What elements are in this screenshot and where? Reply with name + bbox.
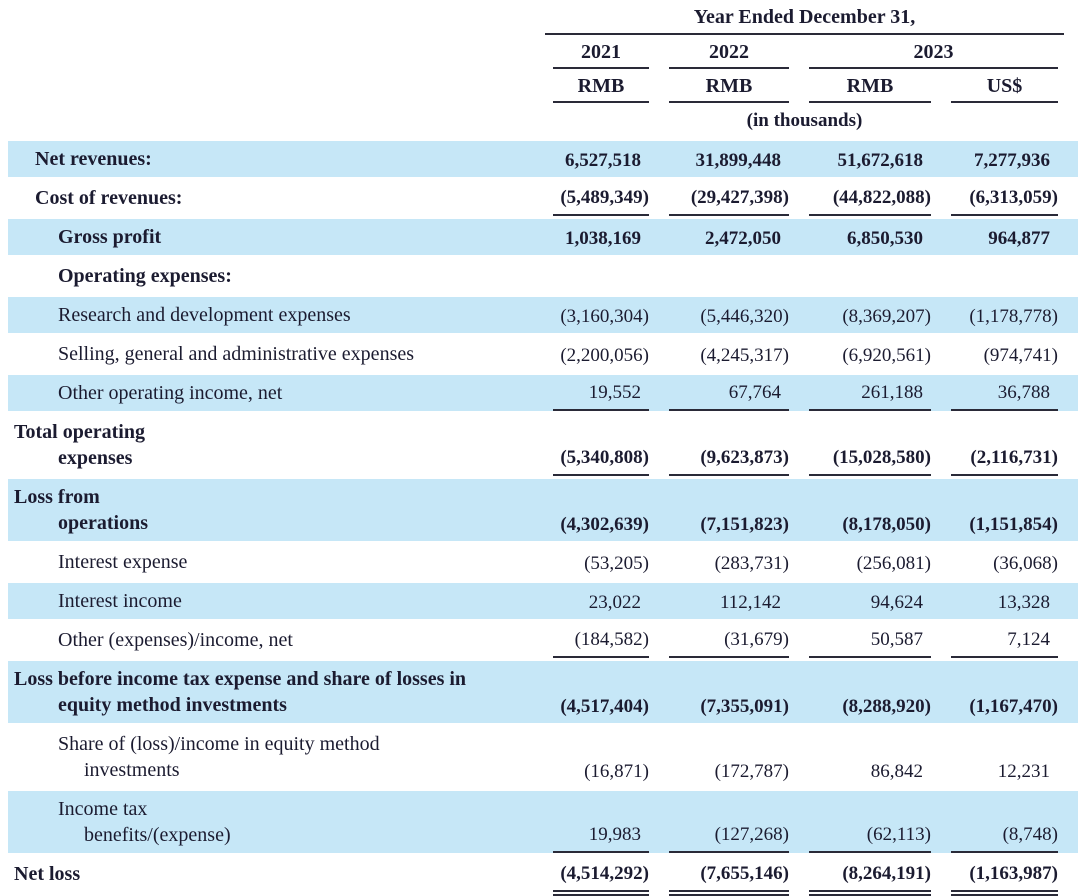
value-cell: [951, 791, 1058, 853]
value: (2,200,056): [560, 345, 649, 366]
value: (8,288,920): [842, 696, 931, 717]
table-row-total-operating-expenses: [8, 411, 1078, 476]
value: 19,983: [588, 824, 641, 845]
value: (62,113): [866, 824, 931, 845]
value: (7,151,823): [700, 514, 789, 535]
value-cell: [669, 479, 789, 541]
value-cell: [669, 297, 789, 333]
value-cell: [809, 479, 931, 541]
unit-note: (in thousands): [746, 110, 863, 131]
value: (1,163,987): [969, 863, 1058, 884]
value-cell: [809, 219, 931, 255]
value: (5,489,349): [560, 187, 649, 208]
value-cell: [669, 726, 789, 788]
row-label-line: Operating expenses:: [58, 265, 232, 287]
value-cell: [553, 219, 649, 255]
unit-note-cell: [545, 103, 1064, 138]
value-cell: [809, 258, 931, 294]
row-label-interest-income: [8, 583, 545, 619]
value: (36,068): [993, 553, 1058, 574]
value-cell: [951, 141, 1058, 177]
table-row-interest-income: [8, 580, 1078, 619]
table-row-selling-general-administrative-expenses: [8, 333, 1078, 372]
row-label-cost-of-revenues: [8, 180, 545, 216]
value-cell: [809, 856, 931, 892]
value-cell: [669, 661, 789, 723]
row-label-interest-expense: [8, 544, 545, 580]
value: (8,264,191): [842, 863, 931, 884]
value-cell: [553, 258, 649, 294]
value: (7,655,146): [700, 863, 789, 884]
value-cell: [553, 414, 649, 476]
value-cell: [809, 544, 931, 580]
value-cell: [951, 258, 1058, 294]
value: 86,842: [870, 761, 923, 782]
value-cell: [809, 661, 931, 723]
value: 7,277,936: [974, 150, 1050, 171]
value-cell: [809, 141, 931, 177]
value-cell: [669, 414, 789, 476]
value: 261,188: [861, 382, 923, 403]
period-title: Year Ended December 31,: [693, 6, 916, 28]
period-title-cell: [545, 6, 1064, 35]
value: (4,517,404): [560, 696, 649, 717]
value: 1,038,169: [565, 228, 641, 249]
value: 67,764: [728, 382, 781, 403]
value: 50,587: [870, 629, 923, 650]
table-row-loss-before-income-tax: [8, 658, 1078, 723]
value-cell: [553, 583, 649, 619]
value: (8,178,050): [842, 514, 931, 535]
row-label-income-tax-benefits-expense: [8, 791, 545, 853]
value-cell: [809, 791, 931, 853]
value: (15,028,580): [832, 447, 931, 468]
value-cell: [809, 583, 931, 619]
value-cell: [951, 544, 1058, 580]
years-header-row: [8, 35, 1078, 69]
value-cell: [553, 180, 649, 216]
value: 13,328: [997, 592, 1050, 613]
year-header-2021: 2021: [553, 35, 649, 69]
value-cell: [809, 622, 931, 658]
row-label-line: Loss before income tax expense and share of losses in: [14, 668, 467, 690]
value-cell: [951, 375, 1058, 411]
row-label-share-of-loss-income-equity-method: [8, 726, 545, 788]
value: (5,340,808): [560, 447, 649, 468]
row-label-line: equity method investments: [58, 694, 287, 716]
value-cell: [951, 336, 1058, 372]
value-cell: [669, 141, 789, 177]
value-cell: [951, 622, 1058, 658]
value: 19,552: [588, 382, 641, 403]
table-row-other-expenses-income-net: [8, 619, 1078, 658]
value: (6,313,059): [969, 187, 1058, 208]
value: (1,151,854): [969, 514, 1058, 535]
row-label-line: Other (expenses)/income, net: [58, 629, 293, 651]
table-header: [0, 6, 1080, 138]
row-label-line: Interest income: [58, 590, 182, 612]
value-cell: [951, 479, 1058, 541]
row-label-line: Net revenues:: [35, 148, 152, 170]
row-label-line: expenses: [58, 447, 133, 469]
year-header-2023: 2023: [809, 35, 1058, 69]
value-cell: [553, 336, 649, 372]
table-row-interest-expense: [8, 541, 1078, 580]
row-label-other-operating-income-net: [8, 375, 545, 411]
value: 51,672,618: [837, 150, 923, 171]
value-cell: [669, 856, 789, 892]
row-label-line: Share of (loss)/income in equity method: [58, 733, 380, 755]
value-cell: [553, 297, 649, 333]
value: (1,167,470): [969, 696, 1058, 717]
table-row-other-operating-income-net: [8, 372, 1078, 411]
row-label-line: Total operating: [14, 421, 145, 443]
value: (8,748): [1002, 824, 1058, 845]
value-cell: [669, 258, 789, 294]
row-label-line: Research and development expenses: [58, 304, 351, 326]
table-row-net-revenues: [8, 138, 1078, 177]
row-label-net-revenues: [8, 141, 545, 177]
value-cell: [553, 622, 649, 658]
value: 112,142: [719, 592, 781, 613]
value: (283,731): [714, 553, 789, 574]
table-row-loss-from-operations: [8, 476, 1078, 541]
table-body: [0, 138, 1080, 892]
value: (5,446,320): [700, 306, 789, 327]
value: 31,899,448: [695, 150, 781, 171]
currency-header-2: RMB: [669, 69, 789, 103]
value-cell: [553, 544, 649, 580]
value: (4,302,639): [560, 514, 649, 535]
value: 23,022: [588, 592, 641, 613]
value: 6,527,518: [565, 150, 641, 171]
row-label-line: benefits/(expense): [84, 824, 231, 846]
value-cell: [809, 336, 931, 372]
value: (6,920,561): [842, 345, 931, 366]
value-cell: [809, 375, 931, 411]
value-cell: [951, 297, 1058, 333]
value-cell: [951, 219, 1058, 255]
row-label-line: Other operating income, net: [58, 382, 283, 404]
row-label-net-loss: [8, 856, 545, 892]
value-cell: [553, 661, 649, 723]
row-label-line: investments: [84, 759, 180, 781]
value-cell: [809, 297, 931, 333]
value-cell: [669, 219, 789, 255]
value: 36,788: [997, 382, 1050, 403]
value: 6,850,530: [847, 228, 923, 249]
table-row-income-tax-benefits-expense: [8, 788, 1078, 853]
table-row-cost-of-revenues: [8, 177, 1078, 216]
value: 12,231: [997, 761, 1050, 782]
row-label-line: Cost of revenues:: [35, 187, 183, 209]
row-label-line: Interest expense: [58, 551, 188, 573]
value-cell: [669, 336, 789, 372]
row-label-line: Gross profit: [58, 226, 162, 248]
value-cell: [951, 661, 1058, 723]
value-cell: [951, 583, 1058, 619]
value: (172,787): [714, 761, 789, 782]
value-cell: [553, 856, 649, 892]
value-cell: [951, 414, 1058, 476]
value: (9,623,873): [700, 447, 789, 468]
value: (4,245,317): [700, 345, 789, 366]
value-cell: [951, 180, 1058, 216]
value-cell: [809, 180, 931, 216]
value-cell: [669, 583, 789, 619]
value: (7,355,091): [700, 696, 789, 717]
row-label-gross-profit: [8, 219, 545, 255]
currency-header-1: RMB: [553, 69, 649, 103]
row-label-research-and-development-expenses: [8, 297, 545, 333]
table-row-share-of-loss-income-equity-method: [8, 723, 1078, 788]
value-cell: [553, 375, 649, 411]
value: (1,178,778): [969, 306, 1058, 327]
row-label-line: Selling, general and administrative expenses: [58, 343, 415, 365]
value: (974,741): [983, 345, 1058, 366]
currencies-header-row: [8, 69, 1078, 103]
period-header-row: [8, 6, 1078, 35]
currency-header-3: RMB: [809, 69, 931, 103]
value: 964,877: [988, 228, 1050, 249]
value: 94,624: [870, 592, 923, 613]
value: (2,116,731): [970, 447, 1058, 468]
value-cell: [553, 791, 649, 853]
value: (44,822,088): [832, 187, 931, 208]
value: 7,124: [1007, 629, 1050, 650]
value-cell: [669, 375, 789, 411]
row-label-line: Net loss: [14, 863, 81, 885]
value: (3,160,304): [560, 306, 649, 327]
value-cell: [669, 622, 789, 658]
value: (31,679): [724, 629, 789, 650]
value: (127,268): [714, 824, 789, 845]
value: (53,205): [584, 553, 649, 574]
value-cell: [553, 141, 649, 177]
row-label-line: operations: [58, 512, 148, 534]
year-header-2022: 2022: [669, 35, 789, 69]
row-label-operating-expenses-heading: [8, 258, 545, 294]
value-cell: [809, 414, 931, 476]
row-label-other-expenses-income-net: [8, 622, 545, 658]
value-cell: [809, 726, 931, 788]
value: (29,427,398): [690, 187, 789, 208]
table-row-research-and-development-expenses: [8, 294, 1078, 333]
value: (16,871): [584, 761, 649, 782]
value-cell: [951, 856, 1058, 892]
currency-header-4: US$: [951, 69, 1058, 103]
value: 2,472,050: [705, 228, 781, 249]
value: (184,582): [574, 629, 649, 650]
table-row-operating-expenses-heading: [8, 255, 1078, 294]
table-row-gross-profit: [8, 216, 1078, 255]
value-cell: [553, 726, 649, 788]
value-cell: [669, 180, 789, 216]
value-cell: [951, 726, 1058, 788]
table-row-net-loss: [8, 853, 1078, 892]
row-label-loss-before-income-tax: [8, 661, 545, 723]
row-label-total-operating-expenses: [8, 414, 545, 476]
row-label-line: Income tax: [58, 798, 148, 820]
row-label-selling-general-administrative-expenses: [8, 336, 545, 372]
value: (4,514,292): [560, 863, 649, 884]
value-cell: [669, 544, 789, 580]
row-label-loss-from-operations: [8, 479, 545, 541]
unit-note-row: [8, 103, 1078, 138]
row-label-line: Loss from: [14, 486, 100, 508]
value-cell: [669, 791, 789, 853]
value-cell: [553, 479, 649, 541]
value: (256,081): [856, 553, 931, 574]
value: (8,369,207): [842, 306, 931, 327]
